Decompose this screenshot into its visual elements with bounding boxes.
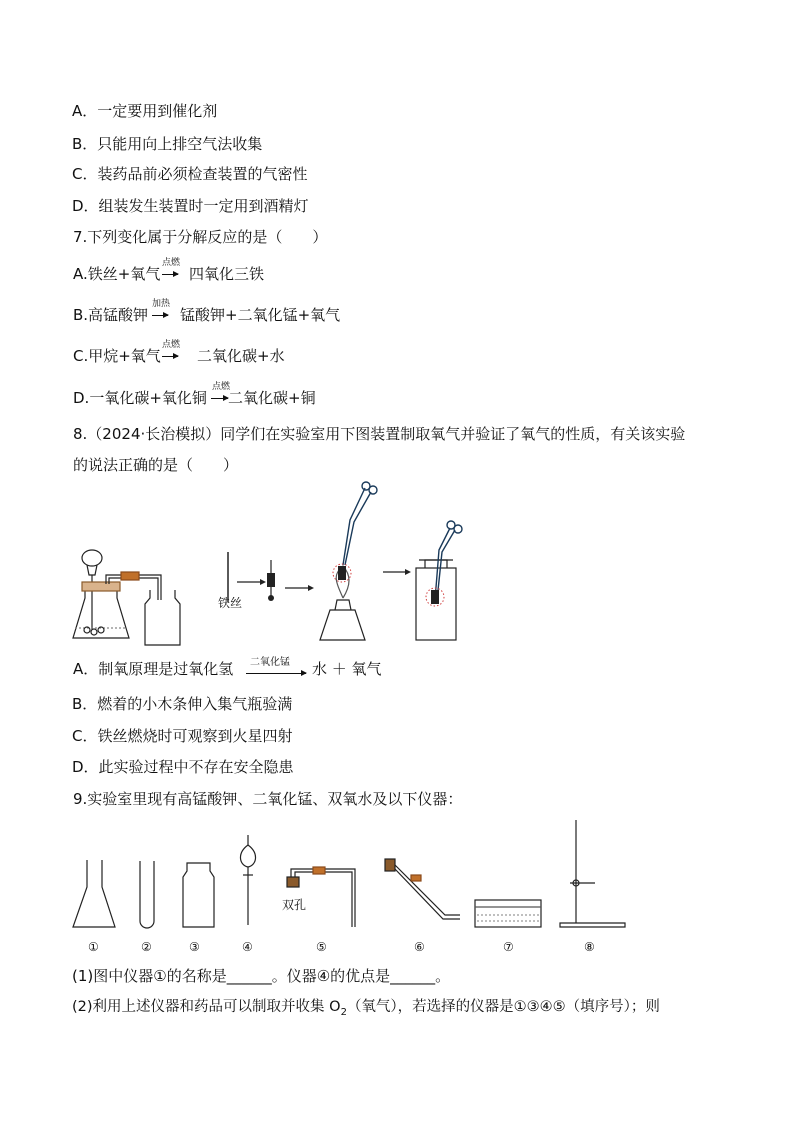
q9-sub2: [72, 997, 660, 1023]
q9-stem: 9.实验室里现有高锰酸钾、二氧化锰、双氧水及以下仪器：: [73, 790, 463, 808]
q7-a-left: A.铁丝+氧气: [73, 265, 161, 283]
q7-d-condition: 点燃: [212, 382, 231, 392]
q8-a-arrow: [246, 673, 306, 674]
q9-sub2-pre: (2)利用上述仪器和药品可以制取并收集 O: [72, 999, 341, 1015]
q7-a-right: 四氧化三铁: [189, 265, 265, 283]
wire-coil-with-match: [267, 560, 275, 601]
double-hole-label: 双孔: [282, 898, 307, 912]
q7-c-condition: 点燃: [162, 340, 181, 350]
instrument-4-separatory-funnel: [240, 835, 255, 925]
q6-option-a: A．一定要用到催化剂: [72, 102, 218, 120]
instrument-8-iron-stand: [560, 820, 625, 927]
q8-stem-line2: 的说法正确的是（ ）: [73, 456, 239, 474]
q7-option-c-left: C.甲烷+氧气: [73, 347, 161, 365]
burning-wire-1: [338, 566, 346, 580]
instrument-number-7: ⑦: [503, 940, 514, 954]
q9-sub2-post: （氧气），若选择的仪器是①③④⑤（填序号）；则: [346, 999, 660, 1015]
instrument-number-3: ③: [189, 940, 200, 954]
q8-stem-line1: 8.（2024·长治模拟）同学们在实验室用下图装置制取氧气并验证了氧气的性质，有关该实验: [73, 425, 686, 443]
instrument-7-water-trough: [475, 900, 541, 927]
q8-option-d: D．此实验过程中不存在安全隐患: [72, 758, 294, 776]
gas-bottle-1: [145, 590, 180, 645]
q9-instruments-figure: [65, 815, 635, 940]
q7-option-b-left: B.高锰酸钾: [73, 306, 149, 324]
q8-option-c: C．铁丝燃烧时可观察到火星四射: [72, 727, 293, 745]
q6-option-b: B．只能用向上排空气法收集: [72, 135, 263, 153]
q9-sub1: (1)图中仪器①的名称是______。仪器④的优点是______。: [72, 967, 451, 985]
q9-sub2-subscript: 2: [340, 1006, 347, 1018]
q8-apparatus-figure: [65, 480, 465, 650]
instrument-number-5: ⑤: [316, 940, 327, 954]
q7-a-condition: 点燃: [162, 258, 181, 268]
instrument-5-stopper-tube: [287, 867, 355, 927]
q7-b-right: 锰酸钾+二氧化锰+氧气: [180, 306, 341, 324]
q7-stem: 7.下列变化属于分解反应的是（ ）: [73, 228, 328, 246]
q7-c-right: 二氧化碳+水: [197, 347, 285, 365]
q7-b-arrow: [152, 315, 168, 316]
instrument-number-1: ①: [88, 940, 99, 954]
tongs-1: [343, 482, 377, 565]
instrument-number-2: ②: [141, 940, 152, 954]
instrument-2-test-tube: [140, 861, 154, 928]
q8-a-condition: 二氧化锰: [250, 657, 290, 668]
q7-d-right: 二氧化碳+铜: [228, 389, 316, 407]
instrument-3-gas-bottle: [183, 863, 214, 927]
instrument-number-6: ⑥: [414, 940, 425, 954]
q7-option-d-left: D.一氧化碳+氧化铜: [73, 389, 207, 407]
q6-option-d: D．组装发生装置时一定用到酒精灯: [72, 197, 309, 215]
q7-option-a: [73, 264, 160, 284]
instrument-6-bent-tube: [385, 859, 460, 919]
instrument-number-8: ⑧: [584, 940, 595, 954]
q7-a-arrow: [162, 274, 178, 275]
conical-flask: [73, 550, 129, 638]
q7-d-arrow: [211, 398, 228, 399]
instrument-number-4: ④: [242, 940, 253, 954]
wire-label: 铁丝: [218, 596, 243, 610]
q7-c-arrow: [162, 356, 178, 357]
q8-option-b: B．燃着的小木条伸入集气瓶验满: [72, 695, 293, 713]
q8-option-a-right: 水 ＋ 氧气: [312, 660, 382, 678]
burning-wire-2: [431, 590, 439, 604]
q8-option-a-left: A．制氧原理是过氧化氢: [73, 660, 234, 678]
q6-option-c: C．装药品前必须检查装置的气密性: [72, 165, 308, 183]
q7-b-condition: 加热: [152, 299, 171, 309]
instrument-1-conical-flask: [73, 860, 115, 927]
